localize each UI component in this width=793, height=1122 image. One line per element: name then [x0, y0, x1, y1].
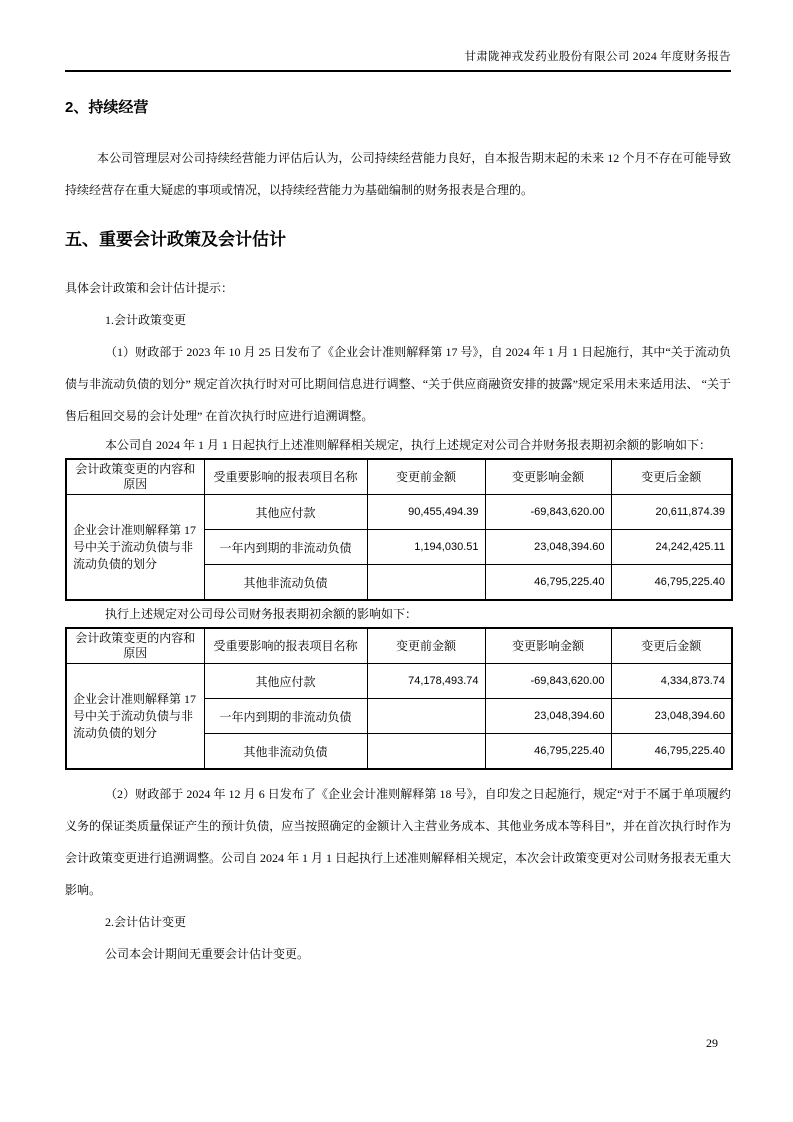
consolidated-impact-intro: 本公司自 2024 年 1 月 1 日起执行上述准则解释相关规定，执行上述规定对公司合并财务报表期初余额的影响如下：: [105, 438, 712, 452]
item-cell: 其他应付款: [204, 495, 367, 530]
col-header-reason: 会计政策变更的内容和原因: [66, 459, 204, 495]
table-row: [66, 664, 732, 699]
impact-amount-cell: -69,843,620.00: [485, 664, 611, 699]
col-header-before: 变更前金额: [367, 459, 485, 495]
after-amount-cell: 24,242,425.11: [611, 530, 732, 565]
table-header-row: [66, 628, 732, 664]
col-header-impact: 变更影响金额: [485, 628, 611, 664]
table-header-row: [66, 459, 732, 495]
item-cell: 其他非流动负债: [204, 565, 367, 601]
estimate-change-heading: 2.会计估计变更: [105, 915, 187, 929]
col-header-after: 变更后金额: [611, 628, 732, 664]
before-amount-cell: 74,178,493.74: [367, 664, 485, 699]
impact-amount-cell: 23,048,394.60: [485, 530, 611, 565]
after-amount-cell: 46,795,225.40: [611, 565, 732, 601]
after-amount-cell: 4,334,873.74: [611, 664, 732, 699]
section-5-title: 五、重要会计政策及会计估计: [65, 230, 286, 249]
col-header-impact: 变更影响金额: [485, 459, 611, 495]
consolidated-impact-table: [65, 458, 733, 601]
col-header-item: 受重要影响的报表项目名称: [204, 628, 367, 664]
change-reason-cell: 企业会计准则解释第 17 号中关于流动负债与非流动负债的划分: [66, 495, 204, 601]
before-amount-cell: 90,455,494.39: [367, 495, 485, 530]
table-row: [66, 495, 732, 530]
section-2-paragraph: 本公司管理层对公司持续经营能力评估后认为，公司持续经营能力良好，自本报告期末起的未来 12 个月不存在可能导致持续经营存在重大疑虑的事项或情况，以持续经营能力为基础编制的财务报表是合理的。: [65, 151, 731, 197]
col-header-item: 受重要影响的报表项目名称: [204, 459, 367, 495]
impact-amount-cell: 46,795,225.40: [485, 734, 611, 770]
page-content: [65, 0, 731, 970]
before-amount-cell: [367, 565, 485, 601]
before-amount-cell: [367, 699, 485, 734]
page-number: 29: [706, 1036, 718, 1050]
col-header-after: 变更后金额: [611, 459, 732, 495]
estimate-change-paragraph: 公司本会计期间无重要会计估计变更。: [105, 947, 310, 961]
policy-change-heading: 1.会计政策变更: [105, 313, 187, 327]
section-2-title: 2、持续经营: [65, 99, 149, 116]
policy-change-paragraph-2: （2）财政部于 2024 年 12 月 6 日发布了《企业会计准则解释第 18 号》，自印发之日起施行，规定“对于不属于单项履约义务的保证类质量保证产生的预计负债，应当按照确定的金额计入主营业务成本、其他业务成本等科目”，并在首次执行时作为会计政策变更进行追溯调整。公司自 2024 年 1 月 1 日起执行上述准则解释相关规定，本次会计政策变更对公司财务报表无重大影响。: [65, 787, 732, 897]
document-header-title: 甘肃陇神戎发药业股份有限公司 2024 年度财务报告: [464, 51, 731, 63]
parent-impact-table: [65, 627, 733, 770]
header-divider: [65, 70, 731, 72]
col-header-reason: 会计政策变更的内容和原因: [66, 628, 204, 664]
parent-impact-intro: 执行上述规定对公司母公司财务报表期初余额的影响如下：: [105, 607, 418, 621]
col-header-before: 变更前金额: [367, 628, 485, 664]
before-amount-cell: [367, 734, 485, 770]
impact-amount-cell: -69,843,620.00: [485, 495, 611, 530]
after-amount-cell: 23,048,394.60: [611, 699, 732, 734]
impact-amount-cell: 23,048,394.60: [485, 699, 611, 734]
item-cell: 其他应付款: [204, 664, 367, 699]
change-reason-cell: 企业会计准则解释第 17 号中关于流动负债与非流动负债的划分: [66, 664, 204, 770]
policy-change-paragraph-1: （1）财政部于 2023 年 10 月 25 日发布了《企业会计准则解释第 17 号》，自 2024 年 1 月 1 日起施行，其中“关于流动负债与非流动负债的划分” 规定首次执行时对可比期间信息进行调整、“关于供应商融资安排的披露”规定采用未来适用法、 “关于售后租回交易的会计处理” 在首次执行时应进行追溯调整。: [65, 345, 731, 423]
item-cell: 一年内到期的非流动负债: [204, 699, 367, 734]
section-5-intro: 具体会计政策和会计估计提示：: [65, 281, 234, 295]
after-amount-cell: 20,611,874.39: [611, 495, 732, 530]
item-cell: 一年内到期的非流动负债: [204, 530, 367, 565]
after-amount-cell: 46,795,225.40: [611, 734, 732, 770]
before-amount-cell: 1,194,030.51: [367, 530, 485, 565]
item-cell: 其他非流动负债: [204, 734, 367, 770]
impact-amount-cell: 46,795,225.40: [485, 565, 611, 601]
